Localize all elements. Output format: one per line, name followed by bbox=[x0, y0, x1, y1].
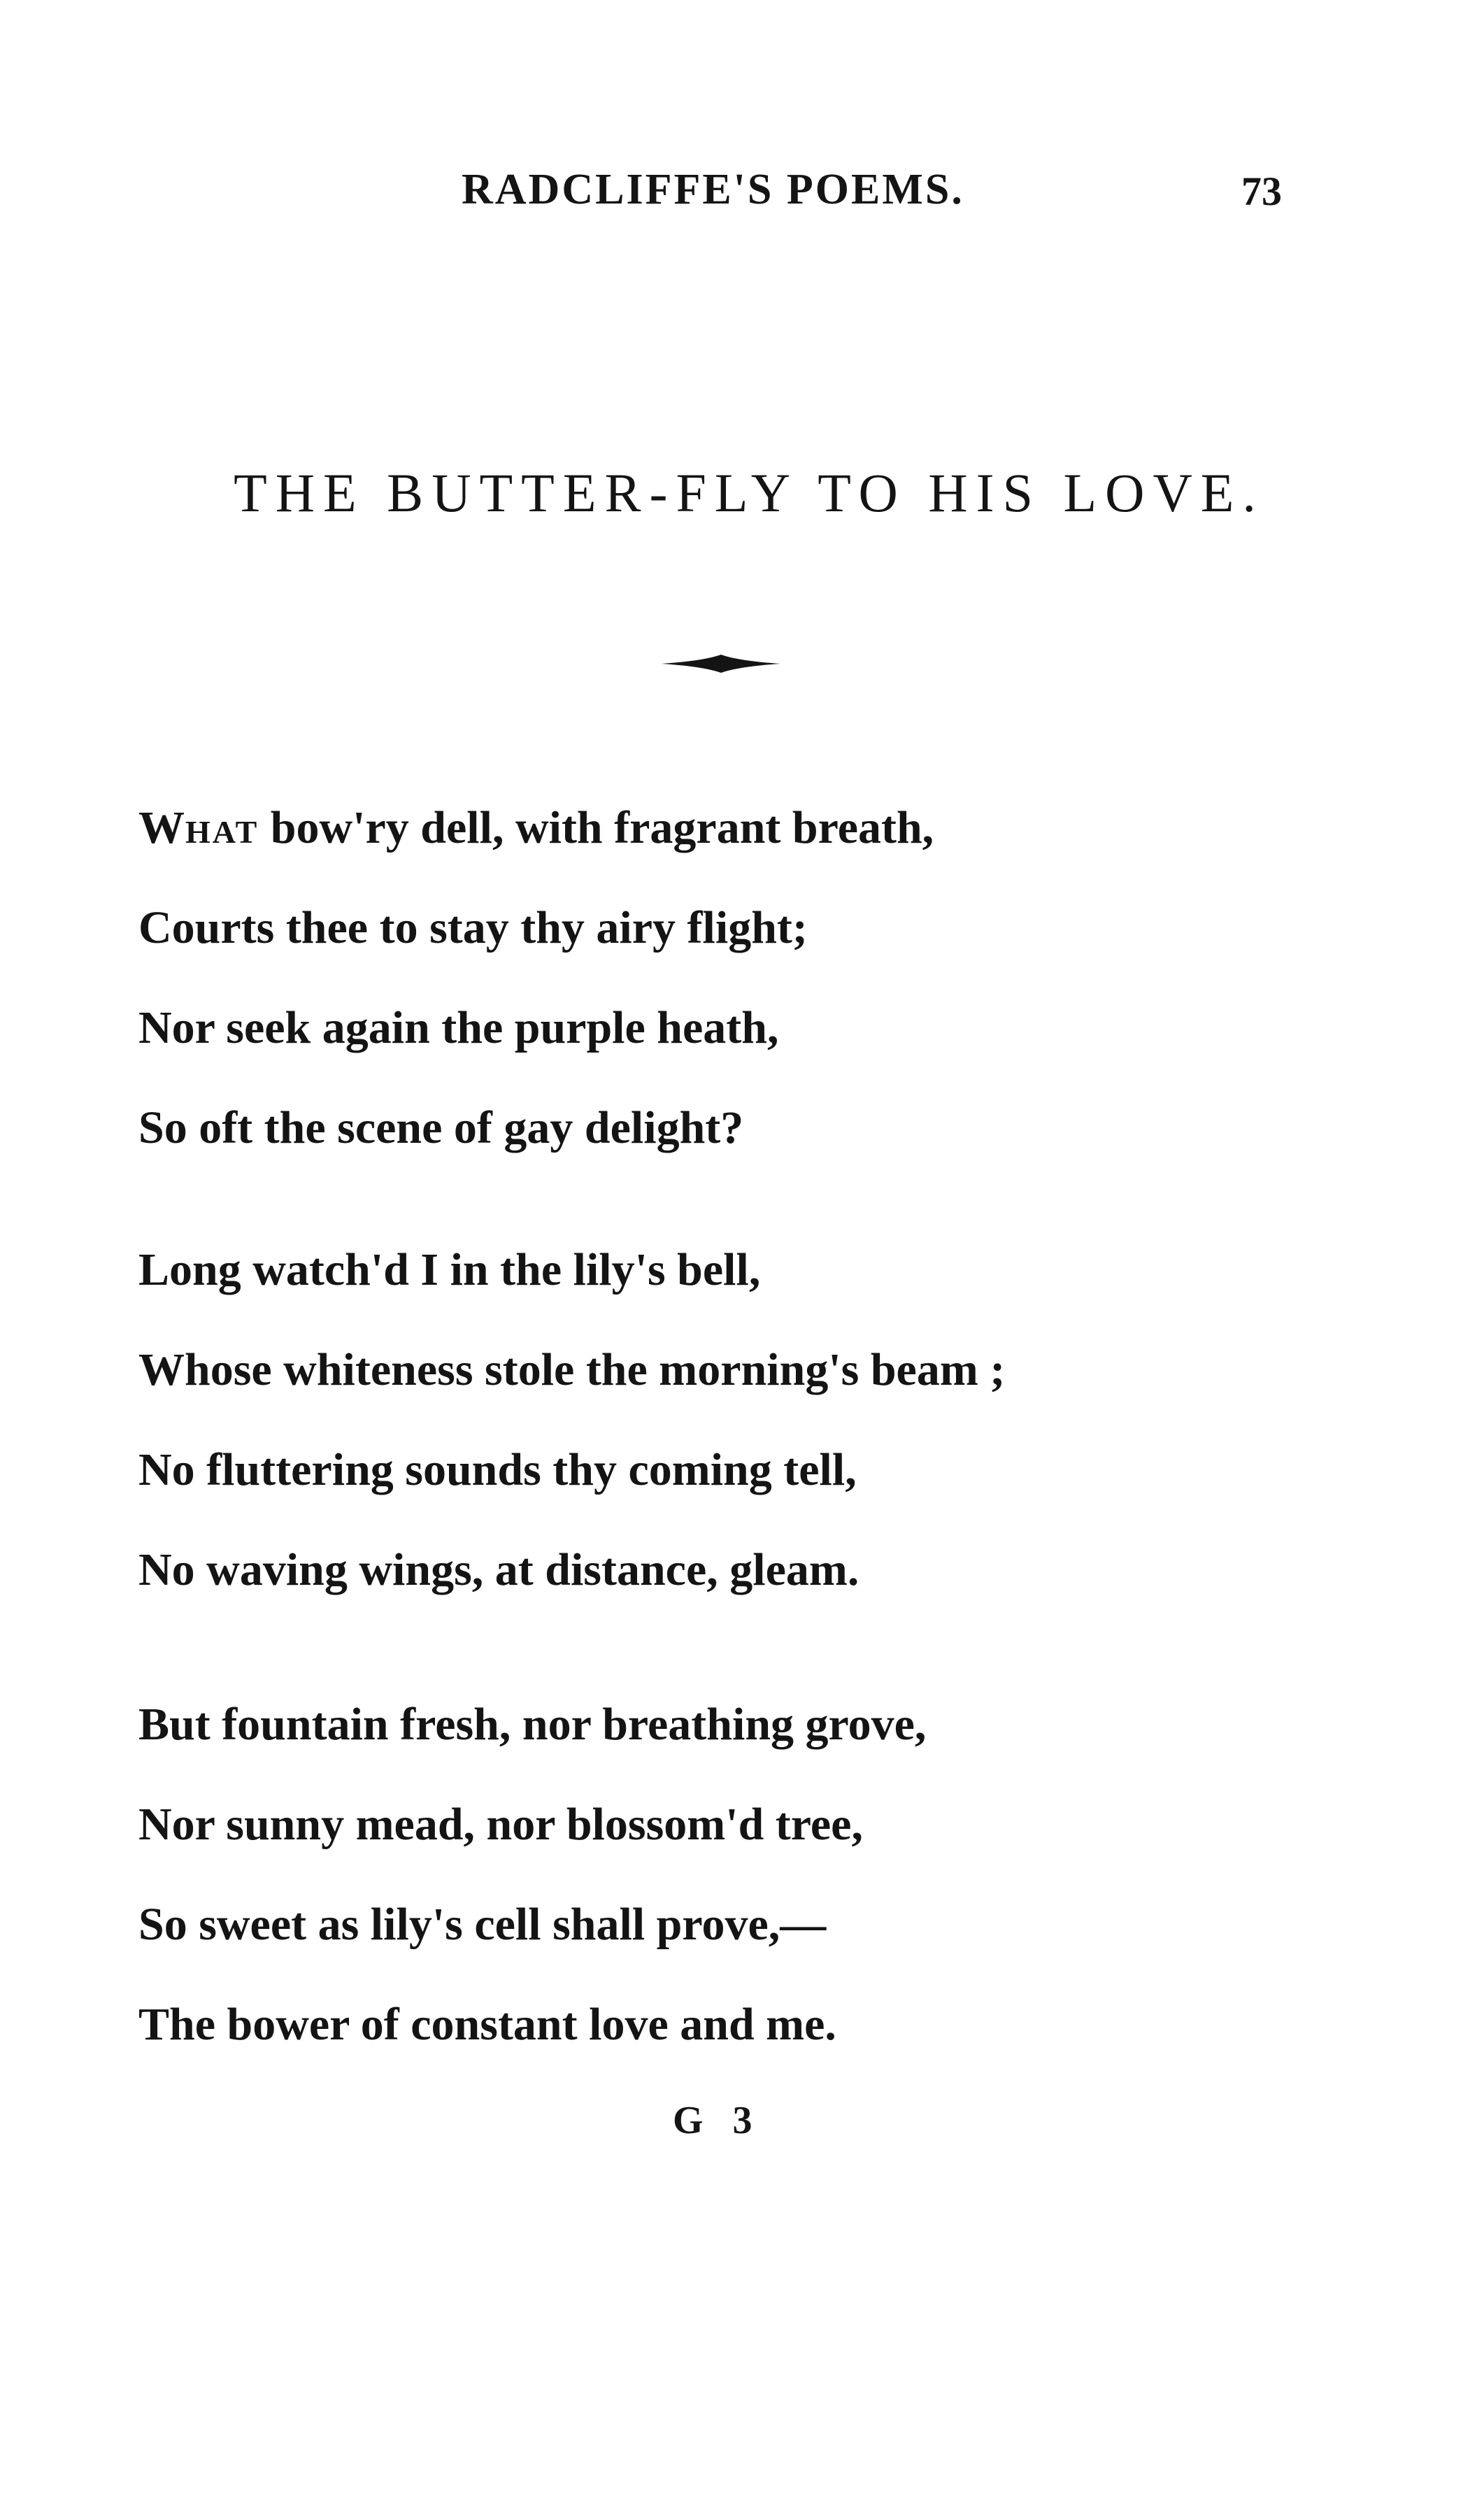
poem-line: So sweet as lily's cell shall prove,— bbox=[138, 1899, 827, 1950]
poem-line: So oft the scene of gay delight? bbox=[138, 1102, 744, 1153]
running-title: RADCLIFFE'S POEMS. bbox=[462, 166, 964, 213]
line-rest: bow'ry dell, with fragrant breath, bbox=[259, 802, 934, 853]
poem-line: No waving wings, at distance, gleam. bbox=[138, 1544, 859, 1595]
running-head bbox=[0, 165, 1484, 221]
poem-line: The bower of constant love and me. bbox=[138, 1999, 836, 2050]
small-caps-text: HAT bbox=[185, 814, 259, 850]
stanza-1 bbox=[138, 778, 1327, 1178]
poem-line: But fountain fresh, nor breathing grove, bbox=[138, 1699, 927, 1750]
poem-line: Courts thee to stay thy airy flight; bbox=[138, 902, 808, 953]
poem-title: THE BUTTER-FLY TO HIS LOVE. bbox=[234, 462, 1264, 523]
poem-line: Nor seek again the purple heath, bbox=[138, 1002, 779, 1053]
drop-initial: W bbox=[138, 802, 185, 853]
poem-line: Whose whiteness stole the morning's beam ; bbox=[138, 1344, 1006, 1395]
poem-line: Nor sunny mead, nor blossom'd tree, bbox=[138, 1799, 863, 1850]
stanza-3 bbox=[138, 1674, 1327, 2074]
poem-line: No fluttering sounds thy coming tell, bbox=[138, 1444, 857, 1495]
page-number: 73 bbox=[1241, 169, 1282, 214]
signature-mark: G 3 bbox=[673, 2099, 762, 2142]
poem-line bbox=[138, 778, 1327, 878]
poem-line: Long watch'd I in the lily's bell, bbox=[138, 1244, 761, 1295]
stanza-2 bbox=[138, 1220, 1327, 1620]
ornament-rule-icon bbox=[662, 652, 780, 676]
